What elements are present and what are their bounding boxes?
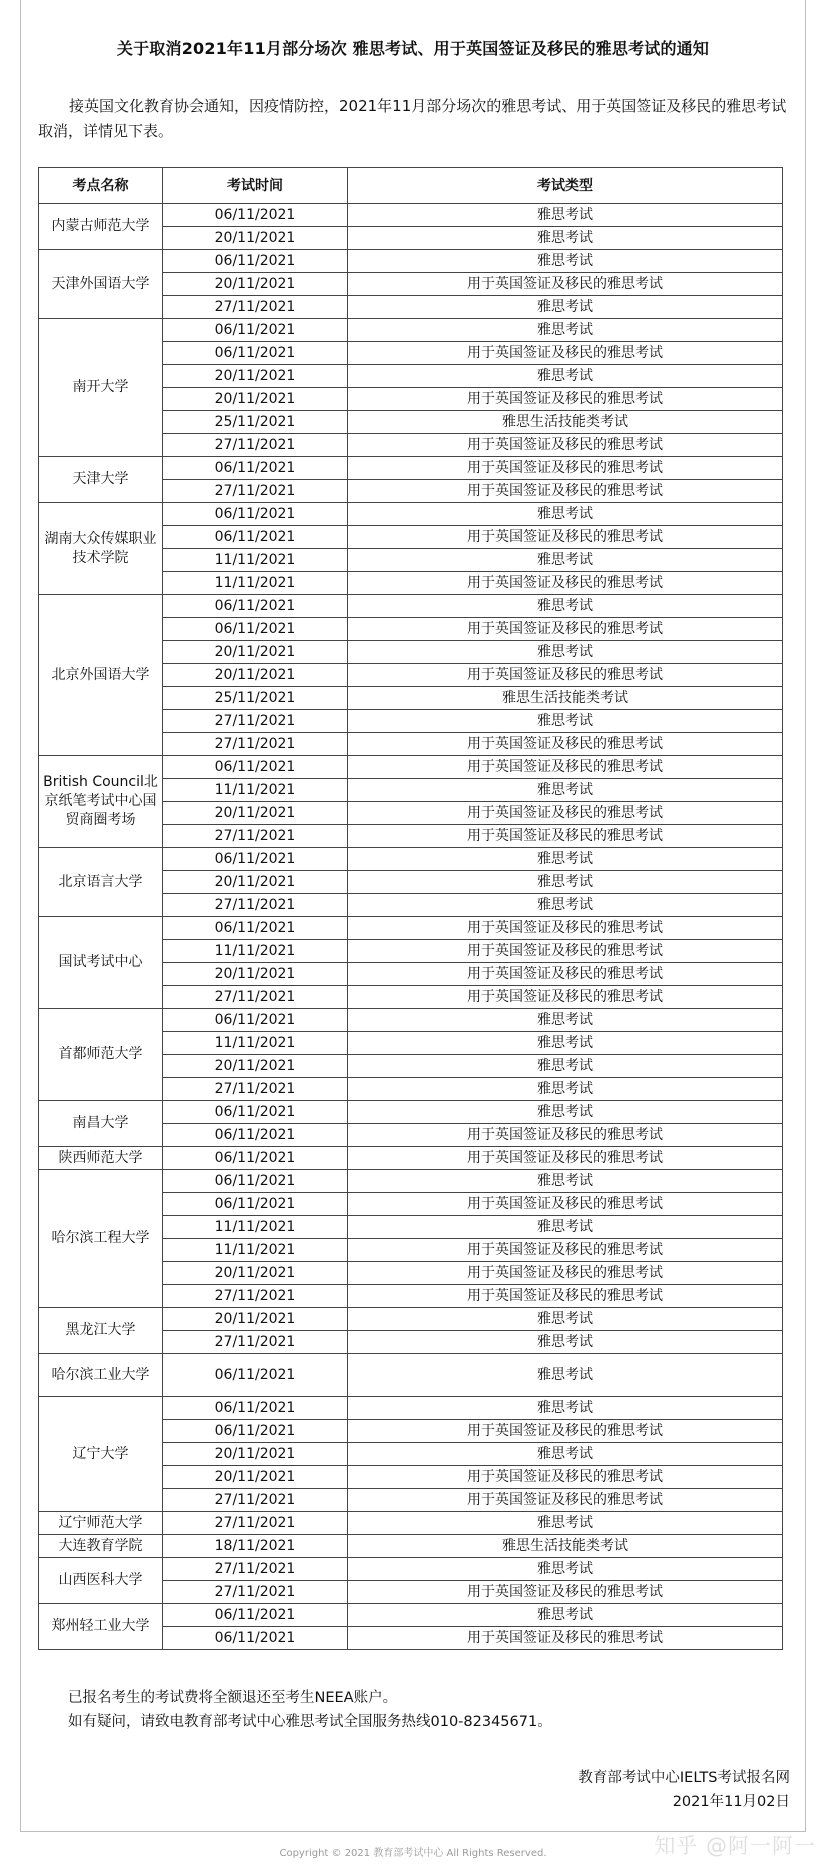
date-cell: 20/11/2021 <box>163 802 348 825</box>
date-cell: 27/11/2021 <box>163 1331 348 1354</box>
table-row <box>39 595 783 618</box>
table-row <box>39 1512 783 1535</box>
date-cell: 06/11/2021 <box>163 1354 348 1397</box>
signature-date: 2021年11月02日 <box>672 1794 790 1810</box>
date-cell: 27/11/2021 <box>163 986 348 1009</box>
type-cell: 雅思考试 <box>348 549 783 572</box>
type-cell: 雅思考试 <box>348 894 783 917</box>
signature-org: 教育部考试中心IELTS考试报名网 <box>578 1770 790 1786</box>
date-cell: 06/11/2021 <box>163 319 348 342</box>
header-type: 考试类型 <box>348 168 783 204</box>
type-cell: 用于英国签证及移民的雅思考试 <box>348 457 783 480</box>
type-cell: 雅思考试 <box>348 1032 783 1055</box>
date-cell: 18/11/2021 <box>163 1535 348 1558</box>
date-cell: 06/11/2021 <box>163 1420 348 1443</box>
date-cell: 06/11/2021 <box>163 342 348 365</box>
venue-cell: 天津大学 <box>39 457 163 503</box>
date-cell: 25/11/2021 <box>163 411 348 434</box>
date-cell: 20/11/2021 <box>163 365 348 388</box>
venue-cell: 南昌大学 <box>39 1101 163 1147</box>
type-cell: 用于英国签证及移民的雅思考试 <box>348 986 783 1009</box>
note-refund: 已报名考生的考试费将全额退还至考生NEEA账户。 <box>68 1690 398 1706</box>
type-cell: 雅思考试 <box>348 595 783 618</box>
type-cell: 用于英国签证及移民的雅思考试 <box>348 1581 783 1604</box>
venue-cell: 大连教育学院 <box>39 1535 163 1558</box>
date-cell: 11/11/2021 <box>163 1216 348 1239</box>
table-row <box>39 1558 783 1581</box>
date-cell: 06/11/2021 <box>163 526 348 549</box>
type-cell: 雅思考试 <box>348 1101 783 1124</box>
venue-cell: 内蒙古师范大学 <box>39 204 163 250</box>
type-cell: 用于英国签证及移民的雅思考试 <box>348 388 783 411</box>
type-cell: 用于英国签证及移民的雅思考试 <box>348 526 783 549</box>
venue-cell: 陕西师范大学 <box>39 1147 163 1170</box>
date-cell: 06/11/2021 <box>163 1604 348 1627</box>
date-cell: 11/11/2021 <box>163 1239 348 1262</box>
date-cell: 06/11/2021 <box>163 250 348 273</box>
date-cell: 11/11/2021 <box>163 1032 348 1055</box>
type-cell: 用于英国签证及移民的雅思考试 <box>348 940 783 963</box>
type-cell: 雅思考试 <box>348 1055 783 1078</box>
type-cell: 雅思考试 <box>348 1170 783 1193</box>
venue-cell: 辽宁师范大学 <box>39 1512 163 1535</box>
type-cell: 用于英国签证及移民的雅思考试 <box>348 917 783 940</box>
venue-cell: 郑州轻工业大学 <box>39 1604 163 1650</box>
table-row <box>39 204 783 227</box>
venue-cell: 天津外国语大学 <box>39 250 163 319</box>
date-cell: 20/11/2021 <box>163 641 348 664</box>
date-cell: 27/11/2021 <box>163 825 348 848</box>
date-cell: 20/11/2021 <box>163 1308 348 1331</box>
date-cell: 20/11/2021 <box>163 273 348 296</box>
table-row <box>39 1604 783 1627</box>
date-cell: 06/11/2021 <box>163 503 348 526</box>
type-cell: 雅思考试 <box>348 319 783 342</box>
type-cell: 用于英国签证及移民的雅思考试 <box>348 1489 783 1512</box>
type-cell: 用于英国签证及移民的雅思考试 <box>348 572 783 595</box>
date-cell: 20/11/2021 <box>163 227 348 250</box>
date-cell: 06/11/2021 <box>163 756 348 779</box>
date-cell: 20/11/2021 <box>163 1055 348 1078</box>
notice-intro: 接英国文化教育协会通知，因疫情防控，2021年11月部分场次的雅思考试、用于英国签证及移民的雅思考试取消，详情见下表。 <box>38 97 787 140</box>
date-cell: 06/11/2021 <box>163 1193 348 1216</box>
date-cell: 27/11/2021 <box>163 1285 348 1308</box>
type-cell: 用于英国签证及移民的雅思考试 <box>348 664 783 687</box>
date-cell: 06/11/2021 <box>163 917 348 940</box>
date-cell: 06/11/2021 <box>163 1397 348 1420</box>
date-cell: 06/11/2021 <box>163 1627 348 1650</box>
type-cell: 用于英国签证及移民的雅思考试 <box>348 480 783 503</box>
venue-cell: 山西医科大学 <box>39 1558 163 1604</box>
venue-cell: 首都师范大学 <box>39 1009 163 1101</box>
signature <box>578 1766 790 1814</box>
venue-cell: 黑龙江大学 <box>39 1308 163 1354</box>
type-cell: 用于英国签证及移民的雅思考试 <box>348 1239 783 1262</box>
type-cell: 用于英国签证及移民的雅思考试 <box>348 756 783 779</box>
note-hotline: 如有疑问，请致电教育部考试中心雅思考试全国服务热线010-82345671。 <box>68 1714 552 1730</box>
type-cell: 雅思考试 <box>348 1397 783 1420</box>
type-cell: 雅思考试 <box>348 1009 783 1032</box>
table-body <box>39 204 783 1650</box>
type-cell: 雅思考试 <box>348 1308 783 1331</box>
table-row <box>39 1308 783 1331</box>
date-cell: 11/11/2021 <box>163 940 348 963</box>
type-cell: 雅思生活技能类考试 <box>348 1535 783 1558</box>
type-cell: 雅思考试 <box>348 503 783 526</box>
date-cell: 06/11/2021 <box>163 1101 348 1124</box>
venue-cell: 湖南大众传媒职业技术学院 <box>39 503 163 595</box>
table-row <box>39 319 783 342</box>
table-row <box>39 917 783 940</box>
date-cell: 06/11/2021 <box>163 848 348 871</box>
date-cell: 27/11/2021 <box>163 1489 348 1512</box>
date-cell: 27/11/2021 <box>163 894 348 917</box>
zhihu-watermark: 知乎 @阿一阿一 <box>654 1834 816 1858</box>
table-row <box>39 503 783 526</box>
type-cell: 用于英国签证及移民的雅思考试 <box>348 1147 783 1170</box>
date-cell: 20/11/2021 <box>163 1262 348 1285</box>
venue-cell: 辽宁大学 <box>39 1397 163 1512</box>
date-cell: 27/11/2021 <box>163 480 348 503</box>
type-cell: 雅思考试 <box>348 1443 783 1466</box>
type-cell: 雅思考试 <box>348 296 783 319</box>
table-row <box>39 1170 783 1193</box>
date-cell: 25/11/2021 <box>163 687 348 710</box>
type-cell: 用于英国签证及移民的雅思考试 <box>348 618 783 641</box>
type-cell: 雅思生活技能类考试 <box>348 687 783 710</box>
date-cell: 20/11/2021 <box>163 664 348 687</box>
type-cell: 雅思考试 <box>348 779 783 802</box>
copyright-footer: Copyright © 2021 教育部考试中心 All Rights Reserved. <box>279 1848 547 1859</box>
type-cell: 雅思考试 <box>348 227 783 250</box>
type-cell: 用于英国签证及移民的雅思考试 <box>348 1420 783 1443</box>
venue-cell: 南开大学 <box>39 319 163 457</box>
type-cell: 雅思考试 <box>348 871 783 894</box>
type-cell: 雅思考试 <box>348 1216 783 1239</box>
notice-title: 关于取消2021年11月部分场次 雅思考试、用于英国签证及移民的雅思考试的通知 <box>116 39 710 58</box>
table-row <box>39 1397 783 1420</box>
type-cell: 用于英国签证及移民的雅思考试 <box>348 273 783 296</box>
venue-cell: 国试考试中心 <box>39 917 163 1009</box>
date-cell: 27/11/2021 <box>163 710 348 733</box>
date-cell: 27/11/2021 <box>163 296 348 319</box>
type-cell: 雅思考试 <box>348 250 783 273</box>
table-header-row <box>39 168 783 204</box>
date-cell: 06/11/2021 <box>163 204 348 227</box>
venue-cell: 北京外国语大学 <box>39 595 163 756</box>
header-date: 考试时间 <box>163 168 348 204</box>
table-row <box>39 756 783 779</box>
venue-cell: British Council北京纸笔考试中心国贸商圈考场 <box>39 756 163 848</box>
type-cell: 雅思考试 <box>348 710 783 733</box>
type-cell: 用于英国签证及移民的雅思考试 <box>348 1124 783 1147</box>
type-cell: 用于英国签证及移民的雅思考试 <box>348 342 783 365</box>
type-cell: 用于英国签证及移民的雅思考试 <box>348 1262 783 1285</box>
date-cell: 20/11/2021 <box>163 388 348 411</box>
cancellation-table <box>38 167 783 1650</box>
date-cell: 06/11/2021 <box>163 618 348 641</box>
date-cell: 20/11/2021 <box>163 871 348 894</box>
type-cell: 雅思生活技能类考试 <box>348 411 783 434</box>
date-cell: 06/11/2021 <box>163 595 348 618</box>
type-cell: 雅思考试 <box>348 1078 783 1101</box>
date-cell: 20/11/2021 <box>163 1466 348 1489</box>
date-cell: 27/11/2021 <box>163 1581 348 1604</box>
type-cell: 用于英国签证及移民的雅思考试 <box>348 1466 783 1489</box>
date-cell: 06/11/2021 <box>163 457 348 480</box>
header-venue: 考点名称 <box>39 168 163 204</box>
date-cell: 27/11/2021 <box>163 1558 348 1581</box>
type-cell: 用于英国签证及移民的雅思考试 <box>348 825 783 848</box>
table-row <box>39 1009 783 1032</box>
venue-cell: 哈尔滨工业大学 <box>39 1354 163 1397</box>
table-row <box>39 1147 783 1170</box>
venue-cell: 哈尔滨工程大学 <box>39 1170 163 1308</box>
table-row <box>39 1354 783 1397</box>
type-cell: 雅思考试 <box>348 1354 783 1397</box>
date-cell: 27/11/2021 <box>163 434 348 457</box>
date-cell: 27/11/2021 <box>163 1078 348 1101</box>
date-cell: 06/11/2021 <box>163 1009 348 1032</box>
type-cell: 雅思考试 <box>348 1558 783 1581</box>
type-cell: 雅思考试 <box>348 365 783 388</box>
date-cell: 11/11/2021 <box>163 779 348 802</box>
date-cell: 27/11/2021 <box>163 733 348 756</box>
date-cell: 20/11/2021 <box>163 1443 348 1466</box>
table-row <box>39 848 783 871</box>
type-cell: 用于英国签证及移民的雅思考试 <box>348 1193 783 1216</box>
type-cell: 雅思考试 <box>348 1604 783 1627</box>
type-cell: 雅思考试 <box>348 1512 783 1535</box>
type-cell: 用于英国签证及移民的雅思考试 <box>348 1285 783 1308</box>
table-row <box>39 1101 783 1124</box>
date-cell: 20/11/2021 <box>163 963 348 986</box>
type-cell: 雅思考试 <box>348 204 783 227</box>
table-row <box>39 457 783 480</box>
date-cell: 06/11/2021 <box>163 1124 348 1147</box>
type-cell: 用于英国签证及移民的雅思考试 <box>348 1627 783 1650</box>
type-cell: 用于英国签证及移民的雅思考试 <box>348 963 783 986</box>
date-cell: 06/11/2021 <box>163 1170 348 1193</box>
table-row <box>39 1535 783 1558</box>
type-cell: 用于英国签证及移民的雅思考试 <box>348 802 783 825</box>
type-cell: 雅思考试 <box>348 1331 783 1354</box>
date-cell: 27/11/2021 <box>163 1512 348 1535</box>
date-cell: 11/11/2021 <box>163 572 348 595</box>
type-cell: 用于英国签证及移民的雅思考试 <box>348 434 783 457</box>
date-cell: 06/11/2021 <box>163 1147 348 1170</box>
type-cell: 用于英国签证及移民的雅思考试 <box>348 733 783 756</box>
venue-cell: 北京语言大学 <box>39 848 163 917</box>
type-cell: 雅思考试 <box>348 848 783 871</box>
date-cell: 11/11/2021 <box>163 549 348 572</box>
table-row <box>39 250 783 273</box>
type-cell: 雅思考试 <box>348 641 783 664</box>
notes <box>68 1686 552 1734</box>
